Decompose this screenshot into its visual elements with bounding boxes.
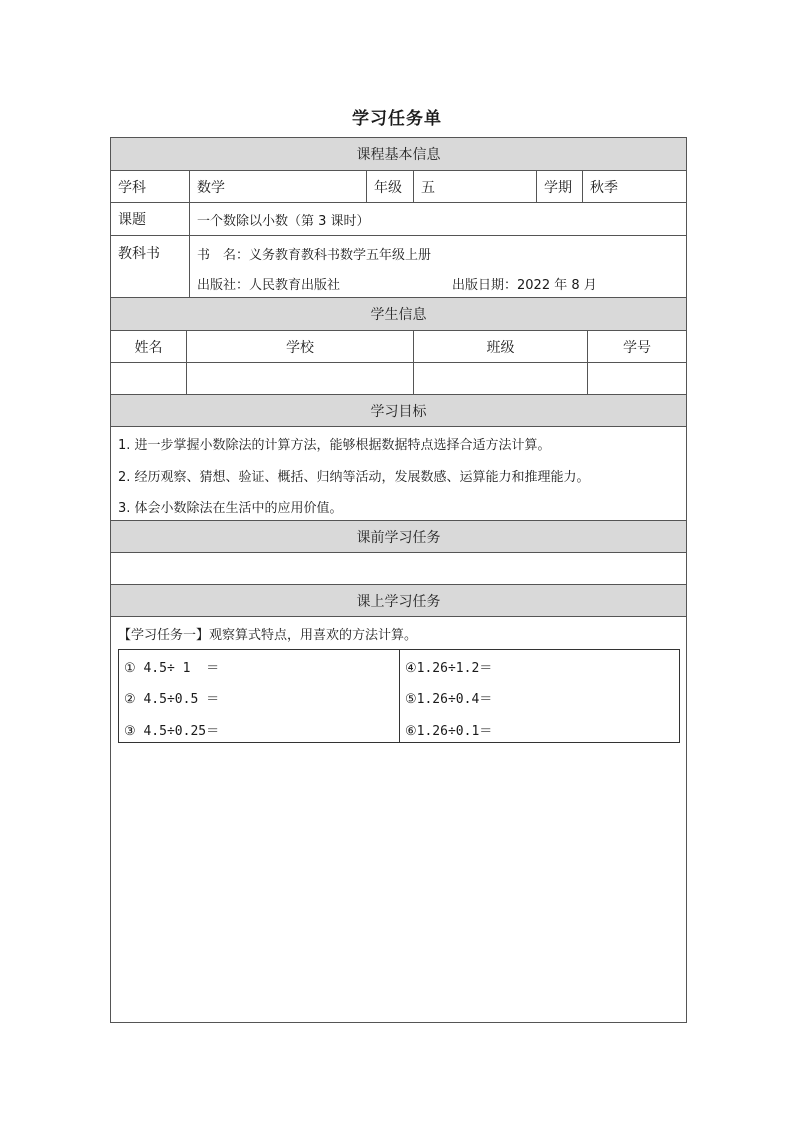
col-class: 班级: [413, 331, 587, 362]
col-name: 姓名: [134, 339, 163, 356]
calc-item: ⑥1.26÷0.1＝: [405, 724, 493, 739]
calc-item: ② 4.5÷0.5 ＝: [124, 692, 220, 707]
textbook-name: 书 名：义务教育教科书数学五年级上册: [197, 248, 432, 263]
textbook-label: 教科书: [118, 246, 160, 262]
in-class-header: 课上学习任务: [111, 585, 686, 617]
pre-class-header: 课前学习任务: [111, 521, 686, 553]
term-label: 学期: [536, 171, 582, 202]
page-title: 学习任务单: [352, 109, 442, 129]
task-sheet-table: [110, 137, 687, 1023]
grade-value: 五: [413, 171, 536, 202]
calc-item: ⑤1.26÷0.4＝: [405, 692, 493, 707]
student-input-row: [111, 363, 686, 395]
topic-row: [111, 203, 686, 236]
subject-value: 数学: [189, 171, 366, 202]
objective-item: 1. 进一步掌握小数除法的计算方法，能够根据数据特点选择合适方法计算。: [118, 438, 551, 453]
task1-title: 【学习任务一】观察算式特点，用喜欢的方法计算。: [118, 628, 418, 643]
objective-item: 3. 体会小数除法在生活中的应用价值。: [118, 501, 343, 516]
school-field[interactable]: [186, 363, 413, 394]
textbook-details: [189, 236, 686, 297]
student-id-field[interactable]: [587, 363, 686, 394]
objective-item: 2. 经历观察、猜想、验证、概括、归纳等活动，发展数感、运算能力和推理能力。: [118, 470, 590, 485]
calc-item: ① 4.5÷ 1 ＝: [124, 661, 220, 676]
subject-label: 学科: [118, 179, 146, 196]
subject-row: [111, 171, 686, 203]
student-columns-row: [111, 331, 686, 363]
objectives-header: 学习目标: [111, 395, 686, 427]
col-school: 学校: [186, 331, 413, 362]
course-info-header: 课程基本信息: [111, 138, 686, 171]
topic-value: 一个数除以小数（第 3 课时）: [189, 203, 686, 235]
col-student-id: 学号: [587, 331, 686, 362]
publisher: 出版社：人民教育出版社: [197, 278, 341, 293]
publish-date: 出版日期：2022 年 8 月: [452, 278, 597, 293]
task1-divider: [399, 650, 400, 742]
grade-label: 年级: [366, 171, 413, 202]
textbook-row: [111, 236, 686, 298]
topic-label: 课题: [118, 212, 146, 228]
calc-item: ④1.26÷1.2＝: [405, 661, 493, 676]
class-field[interactable]: [413, 363, 587, 394]
student-info-header: 学生信息: [111, 298, 686, 331]
name-field[interactable]: [111, 363, 186, 394]
calc-item: ③ 4.5÷0.25＝: [124, 724, 220, 739]
pre-class-content: [111, 553, 686, 585]
term-value: 秋季: [582, 171, 686, 202]
objectives-list: [111, 427, 686, 521]
task1-calc-table: [118, 649, 680, 743]
